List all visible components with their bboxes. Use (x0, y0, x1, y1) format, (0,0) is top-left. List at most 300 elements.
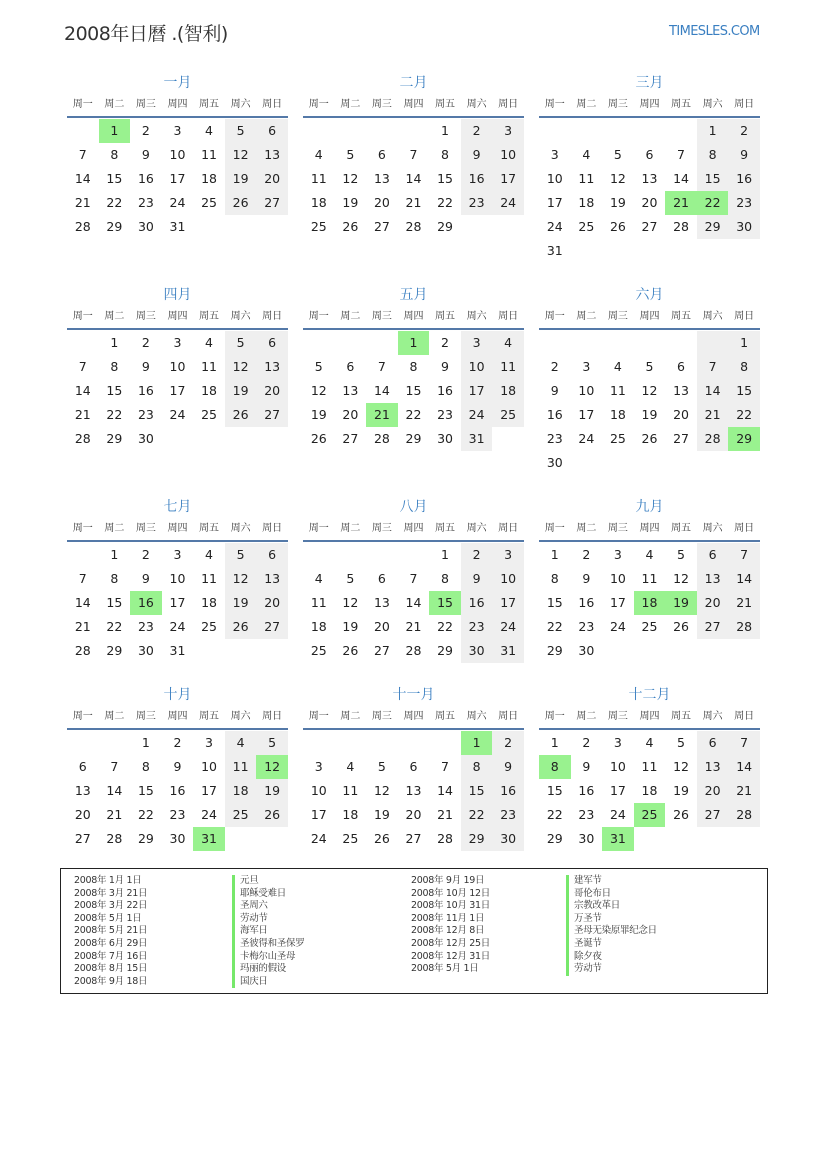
day-cell[interactable]: 5 (256, 731, 288, 755)
day-cell[interactable]: 23 (169, 807, 186, 822)
day-cell[interactable]: 4 (582, 147, 591, 162)
day-cell[interactable]: 10 (310, 783, 327, 798)
day-cell[interactable]: 16 (137, 171, 154, 186)
day-cell[interactable]: 9 (441, 359, 449, 374)
day-cell[interactable]: 11 (201, 359, 217, 374)
day-cell[interactable]: 20 (405, 807, 422, 822)
day-cell[interactable]: 14 (74, 595, 91, 610)
day-cell[interactable]: 21 (74, 407, 91, 422)
day-cell[interactable]: 31 (169, 219, 186, 234)
day-cell-holiday[interactable]: 22 (697, 191, 729, 215)
day-cell[interactable]: 12 (641, 383, 658, 398)
day-cell[interactable]: 23 (437, 407, 453, 422)
day-cell[interactable]: 21 (74, 195, 91, 210)
day-cell[interactable]: 15 (137, 783, 154, 798)
day-cell[interactable]: 20 (342, 407, 359, 422)
day-cell[interactable]: 27 (74, 831, 91, 846)
day-cell[interactable]: 20 (373, 195, 390, 210)
day-cell[interactable]: 30 (728, 215, 760, 239)
day-cell[interactable]: 3 (173, 335, 182, 350)
day-cell[interactable]: 19 (310, 407, 327, 422)
day-cell[interactable]: 4 (225, 731, 257, 755)
day-cell[interactable]: 19 (373, 807, 390, 822)
day-cell[interactable]: 29 (546, 831, 563, 846)
day-cell[interactable]: 5 (613, 147, 622, 162)
day-cell[interactable]: 17 (546, 195, 563, 210)
day-cell[interactable]: 6 (697, 731, 729, 755)
day-cell[interactable]: 13 (673, 383, 689, 398)
day-cell[interactable]: 20 (673, 407, 689, 422)
day-cell[interactable]: 7 (697, 355, 729, 379)
day-cell-holiday[interactable]: 21 (366, 403, 398, 427)
day-cell[interactable]: 22 (546, 807, 563, 822)
day-cell[interactable]: 22 (546, 619, 563, 634)
day-cell[interactable]: 18 (310, 195, 327, 210)
day-cell[interactable]: 7 (78, 147, 87, 162)
day-cell[interactable]: 13 (641, 171, 658, 186)
day-cell[interactable]: 24 (169, 407, 186, 422)
day-cell[interactable]: 22 (106, 407, 123, 422)
day-cell[interactable]: 18 (641, 783, 658, 798)
day-cell[interactable]: 8 (728, 355, 760, 379)
day-cell[interactable]: 29 (137, 831, 154, 846)
day-cell[interactable]: 19 (225, 379, 257, 403)
site-link[interactable]: TIMESLES.COM (669, 24, 760, 39)
day-cell[interactable]: 24 (310, 831, 327, 846)
day-cell[interactable]: 25 (578, 219, 595, 234)
day-cell[interactable]: 27 (697, 803, 729, 827)
day-cell[interactable]: 24 (461, 403, 493, 427)
day-cell[interactable]: 10 (609, 571, 626, 586)
day-cell[interactable]: 25 (342, 831, 359, 846)
day-cell[interactable]: 15 (106, 595, 123, 610)
day-cell[interactable]: 13 (373, 171, 390, 186)
day-cell[interactable]: 4 (346, 759, 355, 774)
day-cell[interactable]: 22 (137, 807, 154, 822)
day-cell[interactable]: 25 (201, 619, 217, 634)
day-cell[interactable]: 15 (405, 383, 422, 398)
day-cell[interactable]: 18 (201, 171, 217, 186)
day-cell[interactable]: 28 (405, 643, 422, 658)
day-cell[interactable]: 16 (437, 383, 453, 398)
day-cell[interactable]: 26 (310, 431, 327, 446)
day-cell[interactable]: 17 (169, 171, 186, 186)
day-cell[interactable]: 9 (461, 567, 493, 591)
day-cell[interactable]: 19 (673, 783, 689, 798)
day-cell[interactable]: 2 (141, 547, 150, 562)
day-cell[interactable]: 1 (697, 119, 729, 143)
day-cell[interactable]: 19 (342, 619, 359, 634)
day-cell[interactable]: 6 (256, 119, 288, 143)
day-cell[interactable]: 7 (728, 731, 760, 755)
day-cell[interactable]: 4 (205, 123, 213, 138)
day-cell[interactable]: 10 (492, 567, 524, 591)
day-cell[interactable]: 11 (641, 759, 658, 774)
day-cell[interactable]: 7 (409, 571, 418, 586)
day-cell[interactable]: 22 (437, 195, 453, 210)
day-cell[interactable]: 12 (225, 567, 257, 591)
day-cell[interactable]: 15 (728, 379, 760, 403)
day-cell-holiday[interactable]: 16 (130, 591, 162, 615)
day-cell[interactable]: 18 (310, 619, 327, 634)
day-cell[interactable]: 1 (441, 547, 449, 562)
day-cell[interactable]: 27 (342, 431, 359, 446)
day-cell[interactable]: 27 (641, 219, 658, 234)
day-cell[interactable]: 4 (645, 547, 654, 562)
day-cell-holiday[interactable]: 8 (539, 755, 571, 779)
day-cell[interactable]: 10 (461, 355, 493, 379)
day-cell[interactable]: 22 (106, 619, 123, 634)
day-cell[interactable]: 16 (461, 167, 493, 191)
day-cell[interactable]: 9 (550, 383, 559, 398)
day-cell[interactable]: 20 (373, 619, 390, 634)
day-cell-holiday[interactable]: 18 (634, 591, 666, 615)
day-cell[interactable]: 2 (173, 735, 182, 750)
day-cell[interactable]: 13 (697, 567, 729, 591)
day-cell[interactable]: 10 (609, 759, 626, 774)
day-cell[interactable]: 26 (673, 619, 689, 634)
day-cell[interactable]: 2 (141, 123, 150, 138)
day-cell[interactable]: 17 (492, 167, 524, 191)
day-cell[interactable]: 7 (78, 571, 87, 586)
day-cell-holiday[interactable]: 31 (602, 827, 634, 851)
day-cell[interactable]: 31 (492, 639, 524, 663)
day-cell[interactable]: 14 (728, 567, 760, 591)
day-cell[interactable]: 29 (437, 219, 453, 234)
day-cell[interactable]: 4 (205, 547, 213, 562)
day-cell[interactable]: 30 (437, 431, 453, 446)
day-cell[interactable]: 15 (697, 167, 729, 191)
day-cell-holiday[interactable]: 1 (99, 119, 131, 143)
day-cell[interactable]: 10 (201, 759, 217, 774)
day-cell[interactable]: 5 (346, 147, 355, 162)
day-cell[interactable]: 24 (578, 431, 595, 446)
day-cell[interactable]: 26 (225, 191, 257, 215)
day-cell[interactable]: 28 (106, 831, 123, 846)
day-cell[interactable]: 29 (106, 643, 123, 658)
day-cell[interactable]: 11 (641, 571, 658, 586)
day-cell[interactable]: 28 (74, 643, 91, 658)
day-cell[interactable]: 8 (697, 143, 729, 167)
day-cell[interactable]: 21 (697, 403, 729, 427)
day-cell[interactable]: 14 (106, 783, 123, 798)
day-cell[interactable]: 30 (546, 455, 563, 470)
day-cell[interactable]: 24 (609, 807, 626, 822)
day-cell[interactable]: 17 (609, 595, 626, 610)
day-cell[interactable]: 9 (728, 143, 760, 167)
day-cell[interactable]: 24 (492, 191, 524, 215)
day-cell[interactable]: 27 (256, 615, 288, 639)
day-cell[interactable]: 22 (437, 619, 453, 634)
day-cell[interactable]: 23 (137, 407, 154, 422)
day-cell[interactable]: 2 (582, 735, 591, 750)
day-cell[interactable]: 4 (613, 359, 622, 374)
day-cell[interactable]: 19 (225, 591, 257, 615)
day-cell[interactable]: 1 (550, 547, 559, 562)
day-cell[interactable]: 17 (169, 383, 186, 398)
day-cell[interactable]: 11 (310, 171, 327, 186)
day-cell[interactable]: 20 (256, 167, 288, 191)
day-cell[interactable]: 2 (141, 335, 150, 350)
day-cell[interactable]: 6 (346, 359, 355, 374)
day-cell[interactable]: 15 (106, 171, 123, 186)
day-cell[interactable]: 14 (728, 755, 760, 779)
day-cell-holiday[interactable]: 1 (398, 331, 430, 355)
day-cell[interactable]: 31 (546, 243, 563, 258)
day-cell[interactable]: 29 (461, 827, 493, 851)
day-cell[interactable]: 2 (441, 335, 449, 350)
day-cell-holiday[interactable]: 31 (193, 827, 225, 851)
day-cell[interactable]: 30 (169, 831, 186, 846)
day-cell[interactable]: 30 (492, 827, 524, 851)
day-cell[interactable]: 2 (582, 547, 591, 562)
day-cell[interactable]: 22 (405, 407, 422, 422)
day-cell-holiday[interactable]: 21 (665, 191, 697, 215)
day-cell[interactable]: 11 (342, 783, 359, 798)
day-cell[interactable]: 16 (728, 167, 760, 191)
day-cell[interactable]: 8 (441, 147, 449, 162)
day-cell[interactable]: 12 (225, 355, 257, 379)
day-cell[interactable]: 19 (256, 779, 288, 803)
day-cell[interactable]: 12 (673, 571, 689, 586)
day-cell[interactable]: 17 (310, 807, 327, 822)
day-cell[interactable]: 29 (437, 643, 453, 658)
day-cell[interactable]: 20 (641, 195, 658, 210)
day-cell[interactable]: 20 (256, 379, 288, 403)
day-cell[interactable]: 3 (492, 543, 524, 567)
day-cell[interactable]: 24 (169, 195, 186, 210)
day-cell[interactable]: 18 (578, 195, 595, 210)
day-cell[interactable]: 23 (492, 803, 524, 827)
day-cell[interactable]: 9 (141, 571, 150, 586)
day-cell[interactable]: 3 (613, 735, 622, 750)
day-cell[interactable]: 17 (461, 379, 493, 403)
day-cell[interactable]: 23 (137, 195, 154, 210)
day-cell[interactable]: 3 (173, 547, 182, 562)
day-cell[interactable]: 30 (461, 639, 493, 663)
day-cell[interactable]: 19 (641, 407, 658, 422)
day-cell[interactable]: 5 (645, 359, 654, 374)
day-cell[interactable]: 5 (225, 543, 257, 567)
day-cell[interactable]: 19 (342, 195, 359, 210)
day-cell[interactable]: 23 (578, 807, 595, 822)
day-cell[interactable]: 1 (728, 331, 760, 355)
day-cell[interactable]: 24 (492, 615, 524, 639)
day-cell[interactable]: 6 (645, 147, 654, 162)
day-cell[interactable]: 25 (201, 407, 217, 422)
day-cell[interactable]: 26 (256, 803, 288, 827)
day-cell[interactable]: 11 (310, 595, 327, 610)
day-cell[interactable]: 6 (677, 359, 685, 374)
day-cell[interactable]: 14 (405, 171, 422, 186)
day-cell[interactable]: 17 (609, 783, 626, 798)
day-cell[interactable]: 28 (74, 219, 91, 234)
day-cell[interactable]: 30 (578, 831, 595, 846)
day-cell[interactable]: 14 (74, 383, 91, 398)
day-cell[interactable]: 17 (578, 407, 595, 422)
day-cell[interactable]: 3 (205, 735, 213, 750)
day-cell[interactable]: 23 (546, 431, 563, 446)
day-cell[interactable]: 12 (342, 171, 359, 186)
day-cell[interactable]: 27 (405, 831, 422, 846)
day-cell[interactable]: 15 (546, 595, 563, 610)
day-cell[interactable]: 17 (201, 783, 217, 798)
day-cell[interactable]: 7 (441, 759, 449, 774)
day-cell[interactable]: 16 (546, 407, 563, 422)
day-cell[interactable]: 9 (173, 759, 182, 774)
day-cell[interactable]: 29 (106, 219, 123, 234)
day-cell[interactable]: 2 (461, 119, 493, 143)
day-cell[interactable]: 19 (609, 195, 626, 210)
day-cell[interactable]: 20 (256, 591, 288, 615)
day-cell[interactable]: 4 (314, 147, 323, 162)
day-cell[interactable]: 15 (461, 779, 493, 803)
day-cell[interactable]: 13 (256, 143, 288, 167)
day-cell[interactable]: 31 (169, 643, 186, 658)
day-cell[interactable]: 23 (461, 191, 493, 215)
day-cell[interactable]: 21 (106, 807, 123, 822)
day-cell[interactable]: 9 (582, 759, 591, 774)
day-cell[interactable]: 14 (437, 783, 453, 798)
day-cell[interactable]: 12 (310, 383, 327, 398)
day-cell[interactable]: 14 (697, 379, 729, 403)
day-cell[interactable]: 26 (342, 219, 359, 234)
day-cell[interactable]: 5 (677, 547, 685, 562)
day-cell[interactable]: 29 (106, 431, 123, 446)
day-cell[interactable]: 23 (137, 619, 154, 634)
day-cell[interactable]: 12 (342, 595, 359, 610)
day-cell[interactable]: 11 (201, 571, 217, 586)
day-cell[interactable]: 27 (373, 643, 390, 658)
day-cell[interactable]: 25 (310, 643, 327, 658)
day-cell[interactable]: 7 (677, 147, 685, 162)
day-cell[interactable]: 13 (697, 755, 729, 779)
day-cell[interactable]: 11 (609, 383, 626, 398)
day-cell[interactable]: 21 (728, 591, 760, 615)
day-cell[interactable]: 7 (78, 359, 87, 374)
day-cell[interactable]: 5 (225, 331, 257, 355)
day-cell[interactable]: 14 (405, 595, 422, 610)
day-cell[interactable]: 28 (728, 615, 760, 639)
day-cell[interactable]: 8 (141, 759, 150, 774)
day-cell[interactable]: 16 (461, 591, 493, 615)
day-cell[interactable]: 9 (582, 571, 591, 586)
day-cell[interactable]: 20 (74, 807, 91, 822)
day-cell[interactable]: 3 (550, 147, 559, 162)
day-cell[interactable]: 27 (256, 403, 288, 427)
day-cell[interactable]: 6 (256, 331, 288, 355)
day-cell[interactable]: 2 (461, 543, 493, 567)
day-cell[interactable]: 25 (201, 195, 217, 210)
day-cell[interactable]: 4 (645, 735, 654, 750)
day-cell[interactable]: 12 (609, 171, 626, 186)
day-cell-holiday[interactable]: 29 (728, 427, 760, 451)
day-cell[interactable]: 10 (169, 147, 186, 162)
day-cell[interactable]: 27 (373, 219, 390, 234)
day-cell[interactable]: 1 (441, 123, 449, 138)
day-cell[interactable]: 28 (405, 219, 422, 234)
day-cell[interactable]: 26 (225, 615, 257, 639)
day-cell[interactable]: 23 (461, 615, 493, 639)
day-cell[interactable]: 8 (550, 571, 559, 586)
day-cell[interactable]: 29 (546, 643, 563, 658)
day-cell[interactable]: 5 (677, 735, 685, 750)
day-cell[interactable]: 1 (141, 735, 150, 750)
day-cell[interactable]: 12 (373, 783, 390, 798)
day-cell[interactable]: 9 (461, 143, 493, 167)
day-cell[interactable]: 6 (78, 759, 87, 774)
day-cell[interactable]: 31 (461, 427, 493, 451)
day-cell[interactable]: 3 (173, 123, 182, 138)
day-cell[interactable]: 9 (492, 755, 524, 779)
day-cell[interactable]: 28 (673, 219, 689, 234)
day-cell[interactable]: 24 (201, 807, 217, 822)
day-cell[interactable]: 6 (409, 759, 418, 774)
day-cell[interactable]: 28 (728, 803, 760, 827)
day-cell[interactable]: 26 (673, 807, 689, 822)
day-cell[interactable]: 1 (110, 547, 119, 562)
day-cell[interactable]: 26 (609, 219, 626, 234)
day-cell[interactable]: 16 (169, 783, 186, 798)
day-cell[interactable]: 11 (201, 147, 217, 162)
day-cell[interactable]: 22 (461, 803, 493, 827)
day-cell[interactable]: 21 (437, 807, 453, 822)
day-cell[interactable]: 10 (169, 359, 186, 374)
day-cell[interactable]: 26 (342, 643, 359, 658)
day-cell[interactable]: 25 (492, 403, 524, 427)
day-cell[interactable]: 28 (74, 431, 91, 446)
day-cell[interactable]: 7 (409, 147, 418, 162)
day-cell[interactable]: 12 (673, 759, 689, 774)
day-cell[interactable]: 24 (546, 219, 563, 234)
day-cell-holiday[interactable]: 1 (461, 731, 493, 755)
day-cell[interactable]: 4 (205, 335, 213, 350)
day-cell[interactable]: 8 (409, 359, 418, 374)
day-cell[interactable]: 22 (728, 403, 760, 427)
day-cell[interactable]: 1 (550, 735, 559, 750)
day-cell[interactable]: 18 (201, 383, 217, 398)
day-cell[interactable]: 13 (256, 355, 288, 379)
day-cell[interactable]: 20 (697, 591, 729, 615)
day-cell[interactable]: 4 (314, 571, 323, 586)
day-cell[interactable]: 25 (310, 219, 327, 234)
day-cell[interactable]: 18 (201, 595, 217, 610)
day-cell[interactable]: 27 (697, 615, 729, 639)
day-cell-holiday[interactable]: 12 (256, 755, 288, 779)
day-cell[interactable]: 23 (728, 191, 760, 215)
day-cell[interactable]: 8 (441, 571, 449, 586)
day-cell[interactable]: 13 (74, 783, 91, 798)
day-cell[interactable]: 7 (110, 759, 119, 774)
day-cell[interactable]: 25 (225, 803, 257, 827)
day-cell[interactable]: 30 (137, 219, 154, 234)
day-cell[interactable]: 18 (342, 807, 359, 822)
day-cell[interactable]: 27 (256, 191, 288, 215)
day-cell[interactable]: 11 (225, 755, 257, 779)
day-cell[interactable]: 2 (492, 731, 524, 755)
day-cell[interactable]: 10 (169, 571, 186, 586)
day-cell[interactable]: 26 (641, 431, 658, 446)
day-cell[interactable]: 29 (697, 215, 729, 239)
day-cell[interactable]: 5 (225, 119, 257, 143)
day-cell[interactable]: 16 (578, 783, 595, 798)
day-cell[interactable]: 17 (169, 595, 186, 610)
day-cell[interactable]: 14 (673, 171, 689, 186)
day-cell[interactable]: 4 (492, 331, 524, 355)
day-cell-holiday[interactable]: 15 (429, 591, 461, 615)
day-cell[interactable]: 24 (609, 619, 626, 634)
day-cell[interactable]: 26 (373, 831, 390, 846)
